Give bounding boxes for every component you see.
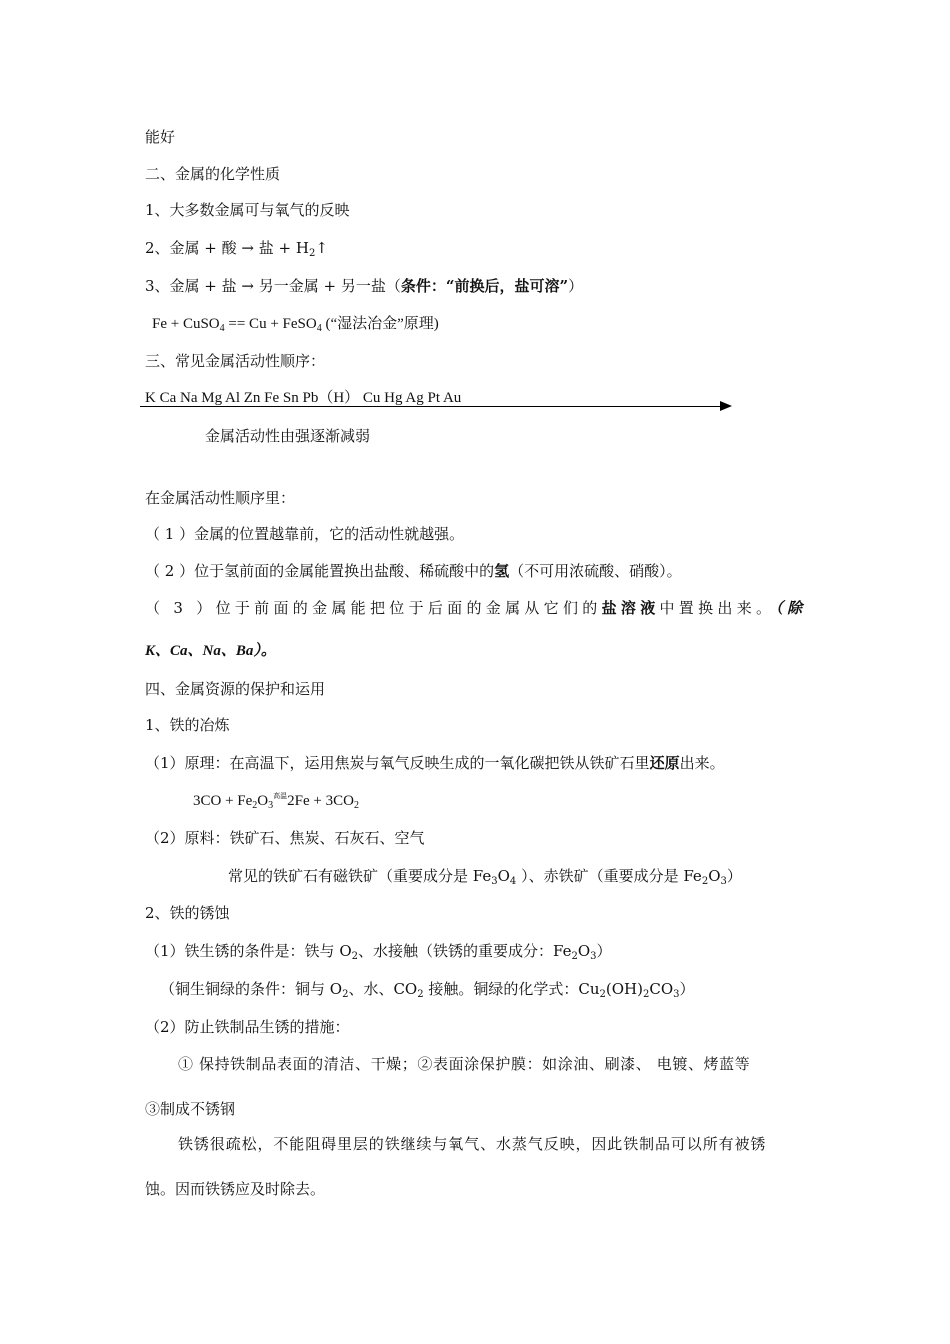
- text-segment: ）: [679, 980, 695, 998]
- section-heading: 三、常见金属活动性顺序：: [145, 352, 326, 370]
- text-segment: 接触。铜绿的化学式：Cu: [423, 980, 600, 998]
- text-line: （2）防止铁制品生锈的措施：: [145, 1018, 350, 1036]
- text-segment: (OH): [605, 980, 643, 998]
- text-segment: O: [257, 793, 269, 809]
- text-segment: 、水接触（铁锈的重要成分：Fe: [358, 942, 572, 960]
- subscript: 2: [571, 951, 578, 962]
- text-segment: ）、赤铁矿（重要成分是 Fe: [516, 867, 702, 885]
- text-line: [145, 238, 328, 258]
- subscript: 2: [252, 800, 258, 811]
- text-segment: Fe + CuSO: [152, 316, 220, 332]
- arrow-line: [140, 406, 722, 407]
- text-segment: ）: [596, 942, 612, 960]
- subscript: 2: [417, 989, 424, 1000]
- subscript: 2: [351, 951, 358, 962]
- subscript: 3: [720, 876, 727, 887]
- text-segment: 中置换出来。: [659, 599, 776, 617]
- subscript: 2: [701, 876, 709, 887]
- text-line: [145, 753, 725, 773]
- text-segment: 2、金属 + 酸 → 盐 + H: [145, 239, 309, 257]
- text-line: 能好: [145, 128, 176, 146]
- subscript: 4: [316, 323, 322, 334]
- text-segment: (“湿法冶金”原理): [321, 316, 439, 332]
- text-line: （2）原料：铁矿石、焦炭、石灰石、空气: [145, 829, 425, 847]
- text-segment: （ 2 ）位于氢前面的金属能置换出盐酸、稀硫酸中的: [145, 562, 495, 580]
- equation: [193, 791, 359, 813]
- subscript: 4: [219, 323, 225, 334]
- text-segment: （不可用浓硫酸、硝酸）。: [509, 562, 682, 580]
- subscript: 3: [673, 989, 680, 1000]
- bold-italic-text: （除: [775, 599, 807, 617]
- text-segment: 3、金属 + 盐 → 另一金属 + 另一盐（: [145, 277, 401, 295]
- text-segment: CO: [649, 980, 674, 998]
- text-segment: ）: [568, 277, 584, 295]
- subscript: 3: [590, 951, 597, 962]
- text-segment: （1）铁生锈的条件是：铁与 O: [145, 942, 352, 960]
- text-segment: 、水、CO: [348, 980, 418, 998]
- subscript: 2: [342, 989, 349, 1000]
- text-line: ③制成不锈钢: [145, 1100, 236, 1118]
- text-line: ① 保持铁制品表面的清洁、干燥；②表面涂保护膜：如涂油、刷漆、 电镀、烤蓝等: [178, 1055, 751, 1073]
- list-item: [145, 561, 682, 581]
- subsection-heading: 1、铁的冶炼: [145, 716, 230, 734]
- subsection-heading: 2、铁的锈蚀: [145, 904, 230, 922]
- activity-series: K Ca Na Mg Al Zn Fe Sn Pb（H） Cu Hg Ag Pt Au: [145, 390, 462, 406]
- bold-text: 氢: [494, 562, 510, 580]
- reaction-condition: 高温: [273, 792, 288, 800]
- equation: [152, 314, 439, 334]
- bold-text: 盐溶液: [601, 599, 660, 617]
- text-segment: 2Fe + 3CO: [287, 793, 354, 809]
- text-segment: （ 3 ）位于前面的金属能把位于后面的金属从它们的: [145, 599, 602, 617]
- text-line: 在金属活动性顺序里：: [145, 489, 296, 507]
- text-segment: O: [708, 867, 721, 885]
- text-segment: （1）原理：在高温下，运用焦炭与氧气反映生成的一氧化碳把铁从铁矿石里: [145, 754, 650, 772]
- subscript: 4: [509, 876, 517, 887]
- text-segment: ）: [726, 867, 742, 885]
- subscript: 3: [491, 876, 498, 887]
- section-heading: 四、金属资源的保护和运用: [145, 680, 326, 698]
- text-segment: O: [497, 867, 510, 885]
- text-segment: O: [577, 942, 591, 960]
- list-item-continuation: K、Ca、Na、Ba）。: [145, 643, 276, 659]
- bold-text: 还原: [649, 754, 680, 772]
- text-segment: ↑: [315, 239, 328, 257]
- text-segment: 常见的铁矿石有磁铁矿（重要成分是 Fe: [228, 867, 492, 885]
- text-line: 1、大多数金属可与氧气的反映: [145, 201, 350, 219]
- text-segment: == Cu + FeSO: [224, 316, 317, 332]
- text-line: [145, 276, 583, 296]
- section-heading: 二、金属的化学性质: [145, 165, 281, 183]
- list-item: （ 1 ）金属的位置越靠前，它的活动性就越强。: [145, 525, 465, 543]
- subscript: 2: [353, 800, 359, 811]
- arrow-icon: [720, 401, 732, 411]
- text-line: [145, 941, 612, 961]
- text-line: [228, 866, 742, 886]
- paragraph: 蚀。因而铁锈应及时除去。: [145, 1180, 326, 1198]
- subscript: 2: [643, 989, 650, 1000]
- arrow-caption: 金属活动性由强逐渐减弱: [205, 427, 371, 445]
- paragraph: 铁锈很疏松，不能阻碍里层的铁继续与氧气、水蒸气反映，因此铁制品可以所有被锈: [178, 1135, 767, 1153]
- text-line: [160, 979, 695, 999]
- list-item: [145, 598, 806, 618]
- text-segment: 3CO + Fe: [193, 793, 253, 809]
- subscript: 3: [268, 800, 274, 811]
- text-segment: （铜生铜绿的条件：铜与 O: [160, 980, 343, 998]
- subscript: 2: [599, 989, 606, 1000]
- subscript: 2: [308, 248, 316, 259]
- bold-text: 条件：“前换后，盐可溶”: [400, 277, 569, 295]
- text-segment: 出来。: [679, 754, 725, 772]
